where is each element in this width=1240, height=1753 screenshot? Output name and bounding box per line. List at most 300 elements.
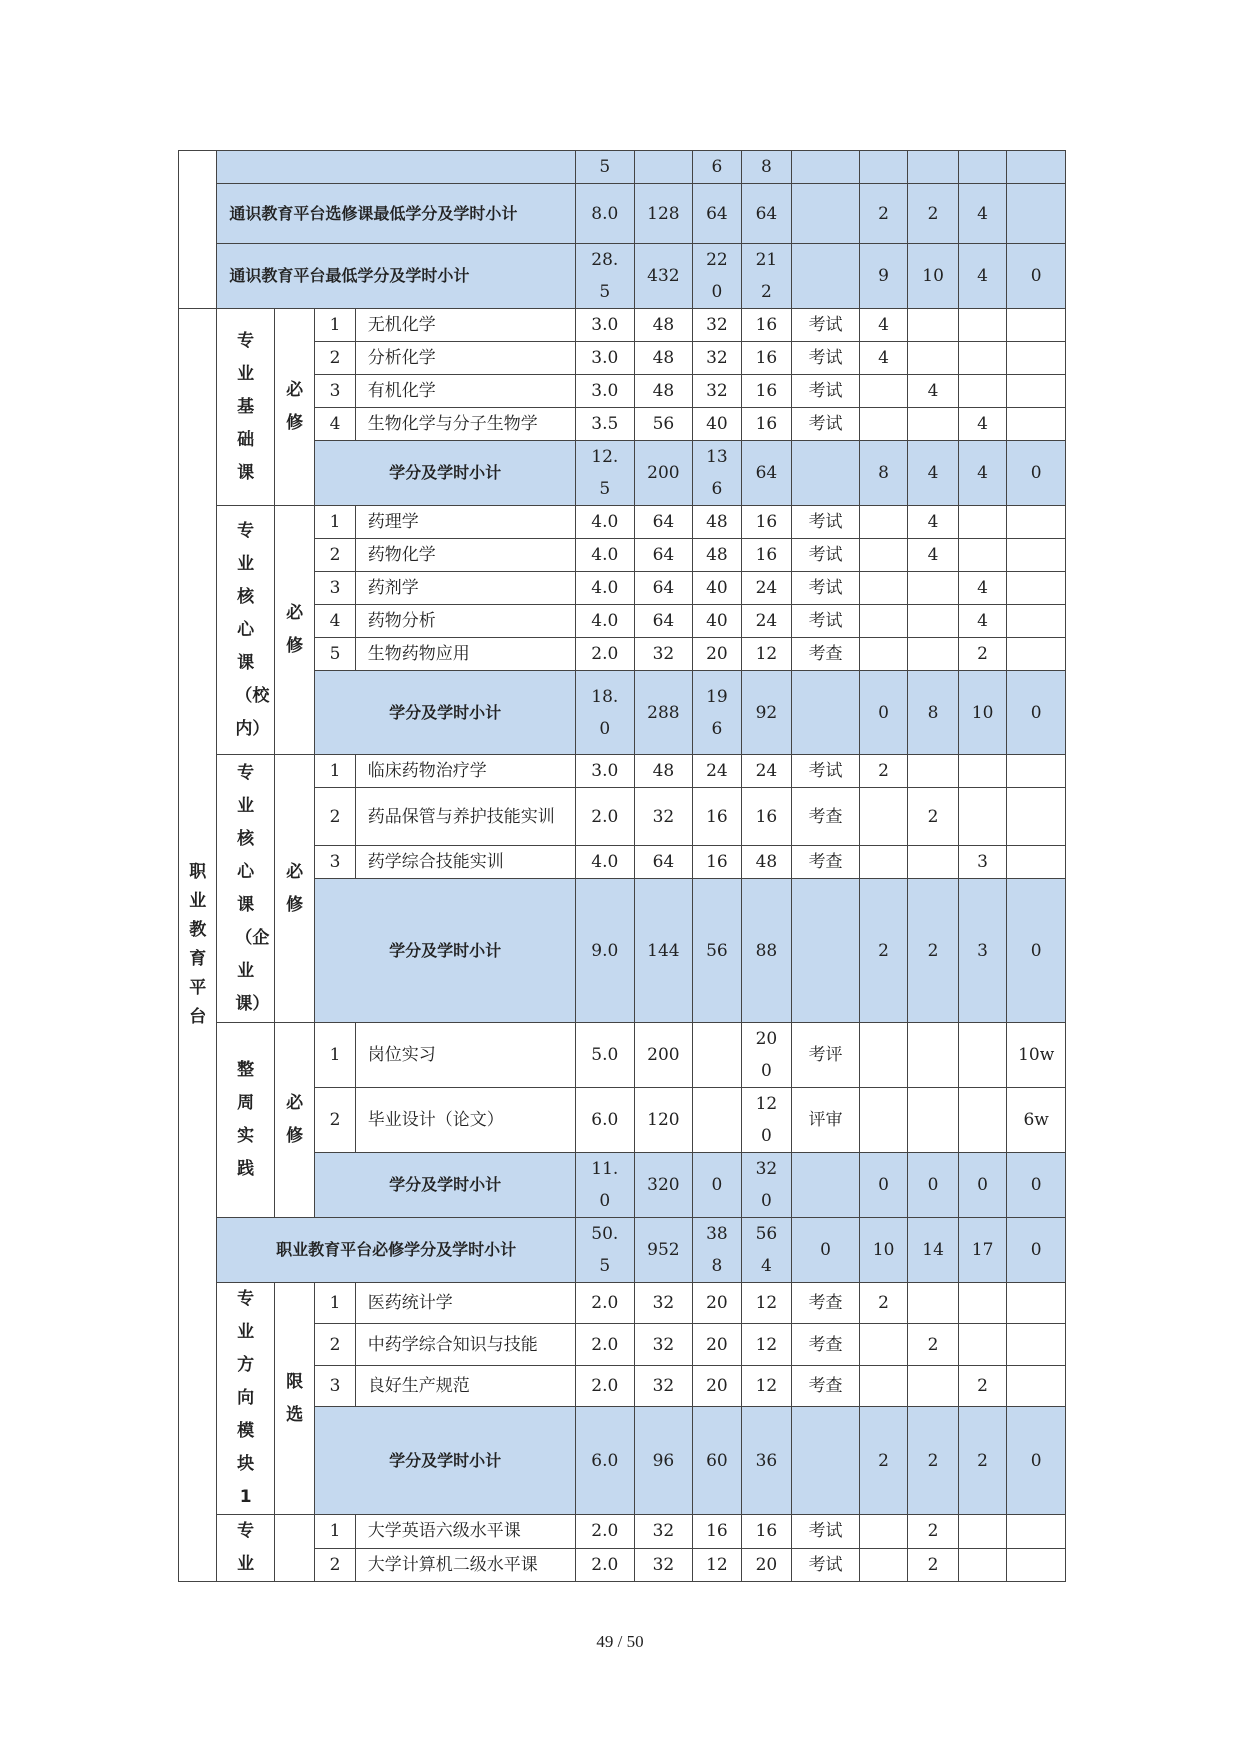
value-cell: 200 <box>741 1023 792 1088</box>
value-cell: 16 <box>741 1515 792 1549</box>
value-cell <box>1007 342 1066 375</box>
course-name: 药品保管与养护技能实训 <box>355 788 575 846</box>
value-cell: 4 <box>908 375 959 408</box>
value-cell: 9 <box>859 244 907 309</box>
value-cell <box>958 755 1006 788</box>
row-number: 1 <box>315 309 355 342</box>
value-cell: 32 <box>693 375 741 408</box>
value-cell: 2 <box>908 1407 959 1515</box>
value-cell: 0 <box>1007 244 1066 309</box>
course-type-cell: 必修 <box>274 1023 314 1218</box>
value-cell: 8 <box>741 151 792 184</box>
value-cell: 88 <box>741 879 792 1023</box>
value-cell: 4 <box>908 539 959 572</box>
value-cell: 16 <box>741 539 792 572</box>
value-cell: 20 <box>693 1324 741 1365</box>
row-number: 2 <box>315 788 355 846</box>
value-cell: 3.0 <box>576 375 635 408</box>
value-cell <box>1007 755 1066 788</box>
value-cell <box>859 1023 907 1088</box>
value-cell: 144 <box>634 879 693 1023</box>
value-cell: 0 <box>1007 879 1066 1023</box>
value-cell: 64 <box>634 572 693 605</box>
course-name: 药学综合技能实训 <box>355 846 575 879</box>
value-cell: 4.0 <box>576 572 635 605</box>
row-number: 3 <box>315 572 355 605</box>
course-type-cell: 必修 <box>274 755 314 1023</box>
value-cell: 2 <box>958 638 1006 671</box>
row-number: 3 <box>315 375 355 408</box>
row-number: 2 <box>315 1324 355 1365</box>
value-cell: 24 <box>741 755 792 788</box>
assessment-cell: 考试 <box>792 408 860 441</box>
value-cell <box>1007 846 1066 879</box>
value-cell: 56 <box>634 408 693 441</box>
value-cell: 5 <box>576 151 635 184</box>
value-cell: 0 <box>1007 1407 1066 1515</box>
table-row <box>179 1023 1066 1088</box>
value-cell <box>908 1283 959 1324</box>
course-type-cell: 限选 <box>274 1283 314 1515</box>
course-type-cell: 必修 <box>274 506 314 755</box>
value-cell: 0 <box>1007 1218 1066 1283</box>
value-cell: 220 <box>693 244 741 309</box>
value-cell: 64 <box>693 184 741 244</box>
value-cell: 16 <box>741 342 792 375</box>
value-cell: 28.5 <box>576 244 635 309</box>
assessment-cell: 考试 <box>792 506 860 539</box>
value-cell: 2.0 <box>576 1548 635 1582</box>
value-cell: 3.0 <box>576 309 635 342</box>
value-cell: 64 <box>634 506 693 539</box>
value-cell: 20 <box>693 1365 741 1406</box>
assessment-cell <box>792 879 860 1023</box>
value-cell: 20 <box>741 1548 792 1582</box>
subtotal-label: 学分及学时小计 <box>315 441 576 506</box>
value-cell: 0 <box>1007 441 1066 506</box>
value-cell <box>1007 184 1066 244</box>
value-cell: 12 <box>693 1548 741 1582</box>
group-name-cell: 专业 <box>217 1515 275 1582</box>
value-cell <box>908 638 959 671</box>
value-cell <box>958 375 1006 408</box>
value-cell <box>958 539 1006 572</box>
value-cell: 2 <box>908 1515 959 1549</box>
value-cell: 4 <box>859 309 907 342</box>
row-number: 4 <box>315 605 355 638</box>
value-cell <box>908 1088 959 1153</box>
value-cell: 2 <box>859 879 907 1023</box>
assessment-cell: 考试 <box>792 539 860 572</box>
value-cell: 16 <box>693 846 741 879</box>
value-cell: 4 <box>958 244 1006 309</box>
value-cell <box>859 506 907 539</box>
value-cell: 8 <box>859 441 907 506</box>
course-name: 分析化学 <box>355 342 575 375</box>
row-number: 2 <box>315 342 355 375</box>
value-cell: 432 <box>634 244 693 309</box>
value-cell <box>1007 151 1066 184</box>
course-name: 生物药物应用 <box>355 638 575 671</box>
value-cell <box>859 788 907 846</box>
value-cell <box>908 755 959 788</box>
value-cell: 4 <box>958 572 1006 605</box>
assessment-cell: 评审 <box>792 1088 860 1153</box>
platform-cell-general <box>179 151 217 309</box>
subtotal-label: 通识教育平台选修课最低学分及学时小计 <box>217 184 576 244</box>
value-cell: 320 <box>741 1153 792 1218</box>
table-row <box>179 1283 1066 1324</box>
row-number: 1 <box>315 506 355 539</box>
value-cell: 136 <box>693 441 741 506</box>
table-row <box>179 1515 1066 1549</box>
assessment-cell <box>792 184 860 244</box>
table-row <box>179 151 1066 184</box>
assessment-cell: 考试 <box>792 1548 860 1582</box>
page-number: 49 / 50 <box>596 1632 644 1651</box>
value-cell: 64 <box>741 184 792 244</box>
value-cell: 48 <box>634 342 693 375</box>
subtotal-label: 学分及学时小计 <box>315 1153 576 1218</box>
value-cell <box>859 1515 907 1549</box>
value-cell: 12 <box>741 1283 792 1324</box>
value-cell: 2 <box>859 755 907 788</box>
course-name: 良好生产规范 <box>355 1365 575 1406</box>
value-cell: 2 <box>859 1407 907 1515</box>
value-cell <box>908 846 959 879</box>
value-cell <box>859 605 907 638</box>
value-cell <box>1007 375 1066 408</box>
value-cell: 32 <box>634 1283 693 1324</box>
value-cell: 3.0 <box>576 342 635 375</box>
value-cell <box>908 572 959 605</box>
value-cell <box>859 375 907 408</box>
assessment-cell: 考查 <box>792 1283 860 1324</box>
subtotal-label: 职业教育平台必修学分及学时小计 <box>217 1218 576 1283</box>
value-cell: 16 <box>741 309 792 342</box>
value-cell: 0 <box>859 1153 907 1218</box>
value-cell: 6 <box>693 151 741 184</box>
value-cell <box>958 1515 1006 1549</box>
value-cell <box>958 309 1006 342</box>
course-name: 药物化学 <box>355 539 575 572</box>
course-name: 有机化学 <box>355 375 575 408</box>
group-name-cell: 整周实践 <box>217 1023 275 1218</box>
value-cell: 388 <box>693 1218 741 1283</box>
value-cell: 2 <box>859 184 907 244</box>
value-cell: 32 <box>693 342 741 375</box>
value-cell <box>1007 1515 1066 1549</box>
value-cell <box>1007 638 1066 671</box>
value-cell: 64 <box>634 539 693 572</box>
value-cell <box>958 342 1006 375</box>
assessment-cell: 考试 <box>792 375 860 408</box>
course-type-cell <box>274 1515 314 1582</box>
subtotal-label: 学分及学时小计 <box>315 1407 576 1515</box>
value-cell <box>859 1365 907 1406</box>
group-name-cell: 专业基础课 <box>217 309 275 506</box>
value-cell: 32 <box>634 1324 693 1365</box>
value-cell: 2.0 <box>576 1515 635 1549</box>
course-name: 中药学综合知识与技能 <box>355 1324 575 1365</box>
subtotal-label: 通识教育平台最低学分及学时小计 <box>217 244 576 309</box>
value-cell: 32 <box>693 309 741 342</box>
value-cell: 64 <box>634 605 693 638</box>
table-row <box>179 184 1066 244</box>
value-cell <box>1007 788 1066 846</box>
platform-cell-vocational: 职业教育平台 <box>179 309 217 1582</box>
value-cell: 16 <box>741 506 792 539</box>
value-cell: 6.0 <box>576 1088 635 1153</box>
value-cell: 0 <box>958 1153 1006 1218</box>
value-cell: 56 <box>693 879 741 1023</box>
value-cell: 212 <box>741 244 792 309</box>
value-cell <box>1007 506 1066 539</box>
value-cell: 16 <box>741 788 792 846</box>
value-cell <box>908 1023 959 1088</box>
value-cell: 4 <box>859 342 907 375</box>
value-cell: 0 <box>1007 671 1066 755</box>
value-cell: 2 <box>908 1548 959 1582</box>
value-cell <box>1007 1324 1066 1365</box>
value-cell: 4.0 <box>576 539 635 572</box>
value-cell: 96 <box>634 1407 693 1515</box>
value-cell: 2 <box>859 1283 907 1324</box>
value-cell: 40 <box>693 408 741 441</box>
value-cell: 128 <box>634 184 693 244</box>
assessment-cell: 考试 <box>792 342 860 375</box>
value-cell: 60 <box>693 1407 741 1515</box>
value-cell: 64 <box>634 846 693 879</box>
assessment-cell: 考查 <box>792 788 860 846</box>
value-cell: 32 <box>634 638 693 671</box>
course-name: 无机化学 <box>355 309 575 342</box>
course-name: 医药统计学 <box>355 1283 575 1324</box>
value-cell <box>693 1023 741 1088</box>
value-cell: 10 <box>859 1218 907 1283</box>
value-cell <box>859 408 907 441</box>
assessment-cell: 0 <box>792 1218 860 1283</box>
value-cell: 20 <box>693 1283 741 1324</box>
value-cell: 16 <box>741 375 792 408</box>
row-number: 1 <box>315 1515 355 1549</box>
value-cell: 200 <box>634 441 693 506</box>
course-name: 临床药物治疗学 <box>355 755 575 788</box>
value-cell <box>958 1088 1006 1153</box>
value-cell: 92 <box>741 671 792 755</box>
value-cell: 14 <box>908 1218 959 1283</box>
value-cell <box>859 638 907 671</box>
value-cell <box>1007 408 1066 441</box>
value-cell: 18.0 <box>576 671 635 755</box>
value-cell: 2.0 <box>576 1283 635 1324</box>
value-cell <box>859 539 907 572</box>
value-cell: 48 <box>634 755 693 788</box>
assessment-cell <box>792 1153 860 1218</box>
value-cell <box>958 506 1006 539</box>
assessment-cell: 考试 <box>792 572 860 605</box>
value-cell: 4 <box>958 184 1006 244</box>
value-cell <box>908 309 959 342</box>
value-cell: 4 <box>958 408 1006 441</box>
value-cell <box>908 1365 959 1406</box>
value-cell: 2.0 <box>576 638 635 671</box>
value-cell: 4 <box>958 605 1006 638</box>
value-cell: 12 <box>741 1324 792 1365</box>
value-cell <box>958 1023 1006 1088</box>
value-cell <box>859 846 907 879</box>
value-cell: 2.0 <box>576 1324 635 1365</box>
value-cell <box>859 1324 907 1365</box>
value-cell: 5.0 <box>576 1023 635 1088</box>
value-cell: 36 <box>741 1407 792 1515</box>
value-cell <box>958 1283 1006 1324</box>
value-cell: 3.5 <box>576 408 635 441</box>
value-cell <box>958 1324 1006 1365</box>
value-cell: 2.0 <box>576 1365 635 1406</box>
value-cell <box>1007 1548 1066 1582</box>
row-number: 1 <box>315 755 355 788</box>
value-cell <box>1007 309 1066 342</box>
row-number: 2 <box>315 539 355 572</box>
assessment-cell: 考试 <box>792 605 860 638</box>
assessment-cell <box>792 1407 860 1515</box>
value-cell: 564 <box>741 1218 792 1283</box>
value-cell: 32 <box>634 1365 693 1406</box>
value-cell: 40 <box>693 605 741 638</box>
group-name-cell: 专业方向模块1 <box>217 1283 275 1515</box>
value-cell: 120 <box>741 1088 792 1153</box>
value-cell <box>908 605 959 638</box>
value-cell: 0 <box>859 671 907 755</box>
value-cell <box>859 151 907 184</box>
assessment-cell: 考评 <box>792 1023 860 1088</box>
course-name: 大学计算机二级水平课 <box>355 1548 575 1582</box>
group-name-cell: 专业核心课（校内） <box>217 506 275 755</box>
value-cell: 4.0 <box>576 506 635 539</box>
row-number: 3 <box>315 846 355 879</box>
value-cell: 320 <box>634 1153 693 1218</box>
value-cell <box>958 788 1006 846</box>
value-cell: 32 <box>634 1548 693 1582</box>
assessment-cell <box>792 151 860 184</box>
assessment-cell: 考试 <box>792 309 860 342</box>
value-cell: 16 <box>693 1515 741 1549</box>
value-cell: 9.0 <box>576 879 635 1023</box>
course-name: 药物分析 <box>355 605 575 638</box>
value-cell <box>1007 1283 1066 1324</box>
value-cell <box>693 1088 741 1153</box>
value-cell: 12 <box>741 638 792 671</box>
subtotal-label: 学分及学时小计 <box>315 671 576 755</box>
value-cell: 24 <box>741 572 792 605</box>
course-type-cell: 必修 <box>274 309 314 506</box>
course-name: 药剂学 <box>355 572 575 605</box>
value-cell: 48 <box>741 846 792 879</box>
value-cell: 24 <box>741 605 792 638</box>
value-cell <box>958 1548 1006 1582</box>
value-cell: 200 <box>634 1023 693 1088</box>
value-cell <box>859 572 907 605</box>
assessment-cell <box>792 244 860 309</box>
value-cell: 4 <box>958 441 1006 506</box>
value-cell: 10w <box>1007 1023 1066 1088</box>
value-cell: 48 <box>634 309 693 342</box>
value-cell <box>859 1088 907 1153</box>
value-cell <box>908 342 959 375</box>
value-cell: 952 <box>634 1218 693 1283</box>
value-cell: 4 <box>908 506 959 539</box>
row-label <box>217 151 576 184</box>
value-cell: 0 <box>908 1153 959 1218</box>
value-cell: 0 <box>1007 1153 1066 1218</box>
assessment-cell: 考试 <box>792 755 860 788</box>
value-cell: 6w <box>1007 1088 1066 1153</box>
course-name: 药理学 <box>355 506 575 539</box>
assessment-cell: 考查 <box>792 1324 860 1365</box>
value-cell: 16 <box>693 788 741 846</box>
value-cell <box>1007 605 1066 638</box>
value-cell: 32 <box>634 788 693 846</box>
table-row <box>179 244 1066 309</box>
value-cell: 10 <box>908 244 959 309</box>
course-name: 生物化学与分子生物学 <box>355 408 575 441</box>
value-cell <box>634 151 693 184</box>
value-cell: 11.0 <box>576 1153 635 1218</box>
value-cell: 12.5 <box>576 441 635 506</box>
table-row <box>179 506 1066 539</box>
row-number: 3 <box>315 1365 355 1406</box>
value-cell: 2 <box>908 1324 959 1365</box>
value-cell: 2 <box>908 184 959 244</box>
subtotal-label: 学分及学时小计 <box>315 879 576 1023</box>
course-name: 岗位实习 <box>355 1023 575 1088</box>
value-cell: 20 <box>693 638 741 671</box>
row-number: 4 <box>315 408 355 441</box>
table-row <box>179 1218 1066 1283</box>
assessment-cell: 考查 <box>792 1365 860 1406</box>
row-number: 5 <box>315 638 355 671</box>
value-cell <box>1007 572 1066 605</box>
value-cell: 2 <box>908 788 959 846</box>
value-cell: 0 <box>693 1153 741 1218</box>
value-cell: 6.0 <box>576 1407 635 1515</box>
value-cell: 16 <box>741 408 792 441</box>
group-name-cell: 专业核心课（企业课） <box>217 755 275 1023</box>
value-cell <box>908 408 959 441</box>
value-cell: 12 <box>741 1365 792 1406</box>
value-cell: 4.0 <box>576 846 635 879</box>
value-cell <box>908 151 959 184</box>
assessment-cell <box>792 671 860 755</box>
value-cell: 4.0 <box>576 605 635 638</box>
value-cell: 40 <box>693 572 741 605</box>
assessment-cell: 考查 <box>792 638 860 671</box>
value-cell: 2 <box>958 1407 1006 1515</box>
value-cell: 3 <box>958 879 1006 1023</box>
value-cell: 8.0 <box>576 184 635 244</box>
value-cell: 288 <box>634 671 693 755</box>
row-number: 1 <box>315 1023 355 1088</box>
row-number: 2 <box>315 1548 355 1582</box>
value-cell <box>859 1548 907 1582</box>
value-cell: 48 <box>693 506 741 539</box>
value-cell: 196 <box>693 671 741 755</box>
value-cell: 8 <box>908 671 959 755</box>
value-cell <box>1007 539 1066 572</box>
value-cell: 48 <box>693 539 741 572</box>
assessment-cell: 考查 <box>792 846 860 879</box>
